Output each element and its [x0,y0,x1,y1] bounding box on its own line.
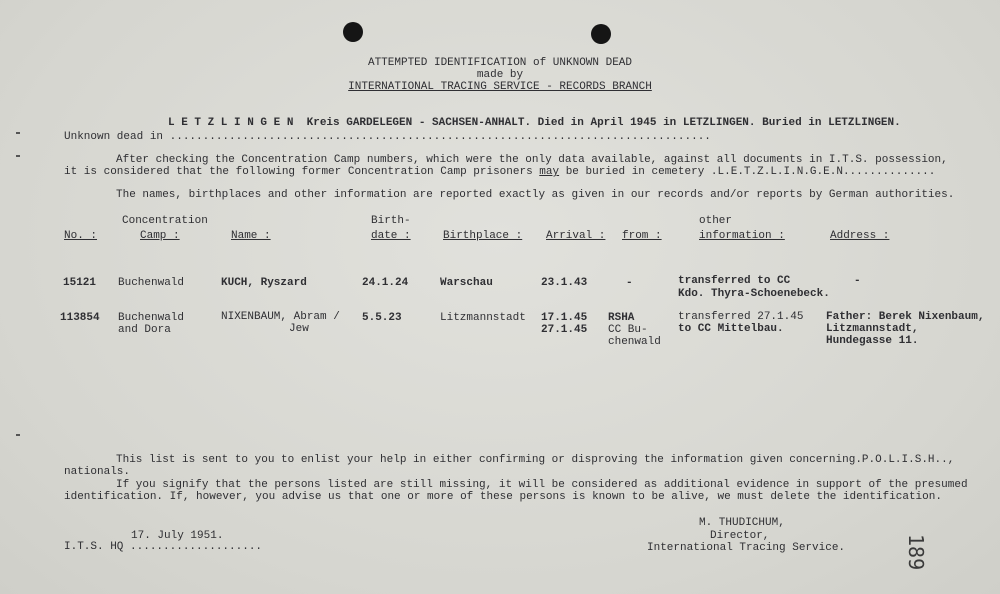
row2-birthplace: Litzmannstadt [440,312,526,324]
header-address: Address : [830,230,890,242]
row1-from: - [626,277,633,289]
intro-paragraph-line2 [64,166,935,179]
unknown-dead-line: Unknown dead in .................................................................................. [64,131,711,143]
stamped-number: 189 [904,534,928,571]
header-camp-line2: Camp : [140,230,180,242]
intro-paragraph2: The names, birthplaces and other information are reported exactly as given in our records and/or reports by German authorities. [116,189,955,201]
header-from: from : [622,230,662,242]
row2-from-line3: chenwald [608,336,661,348]
row2-arrival-line1: 17.1.45 [541,312,588,324]
footer-paragraph1-line2: nationals. [64,466,131,478]
header-made-by: made by [476,69,524,81]
row1-other-line1: transferred to CC [678,275,791,287]
edge-mark [16,155,20,157]
row2-other-line2: to CC Mittelbau. [678,323,784,335]
row2-from-line2: CC Bu- [608,324,648,336]
header-birthplace: Birthplace : [443,230,523,242]
row1-no: 15121 [63,277,97,289]
row2-other-line1: transferred 27.1.45 [678,311,804,323]
header-no: No. : [64,230,98,242]
header-organisation: INTERNATIONAL TRACING SERVICE - RECORDS BRANCH [348,81,652,93]
row1-birthplace: Warschau [440,277,493,289]
row2-address-line2: Litzmannstadt, [826,323,919,335]
signatory-title: Director, [710,530,770,542]
row1-birthdate: 24.1.24 [362,277,409,289]
row2-address-line3: Hundegasse 11. [826,335,919,347]
punch-hole-right [591,24,611,44]
row1-other-line2: Kdo. Thyra-Schoenebeck. [678,288,830,300]
signature-place: I.T.S. HQ .................... [64,541,263,553]
row1-camp: Buchenwald [118,277,185,289]
row2-no: 113854 [60,312,100,324]
signatory-organisation: International Tracing Service. [647,542,846,554]
header-camp-line1: Concentration [122,215,208,227]
signature-date: 17. July 1951. [131,530,224,542]
location-line: L E T Z L I N G E N Kreis GARDELEGEN - SACHSEN-ANHALT. Died in April 1945 in LETZLINGEN. Buried in LETZLINGEN. [168,117,901,129]
row2-from-line1: RSHA [608,312,635,324]
cemetery-text: be buried in cemetery .L.E.T.Z.L.I.N.G.E.N.............. [559,166,936,178]
row2-name-line2: Jew [289,323,309,335]
footer-paragraph2-line2: identification. If, however, you advise us that one or more of these persons is known to be alive, we must delete the identification. [64,491,942,503]
may-word: may [539,166,560,178]
row1-address: - [854,275,861,287]
header-other-line1: other [699,215,733,227]
punch-hole-left [343,22,363,42]
row2-camp-line1: Buchenwald [118,312,185,324]
header-other-line2: information : [699,230,785,242]
header-birthdate-line1: Birth- [371,215,411,227]
row2-arrival-line2: 27.1.45 [541,324,588,336]
header-title: ATTEMPTED IDENTIFICATION of UNKNOWN DEAD [367,57,633,69]
row2-camp-line2: and Dora [118,324,171,336]
row2-address-line1: Father: Berek Nixenbaum, [826,311,985,323]
row2-birthdate: 5.5.23 [362,312,402,324]
edge-mark [16,434,20,436]
signatory-name: M. THUDICHUM, [699,517,785,529]
row1-arrival: 23.1.43 [541,277,588,289]
header-birthdate-line2: date : [371,230,411,242]
header-name: Name : [231,230,271,242]
row2-name-line1: NIXENBAUM, Abram / [221,311,340,323]
intro-paragraph-line1: After checking the Concentration Camp numbers, which were the only data available, against all documents in I.T.S. possession, [116,154,948,166]
footer-paragraph1-line1: This list is sent to you to enlist your help in either confirming or disproving the information given concerning.P.O.L.I.S.H.., [116,454,955,466]
intro-text: it is considered that the following former Concentration Camp prisoners [64,166,540,178]
row1-name: KUCH, Ryszard [221,277,307,289]
edge-mark [16,132,20,134]
header-arrival: Arrival : [546,230,606,242]
footer-paragraph2-line1: If you signify that the persons listed are still missing, it will be considered as additional evidence in support of the presumed [116,479,968,491]
